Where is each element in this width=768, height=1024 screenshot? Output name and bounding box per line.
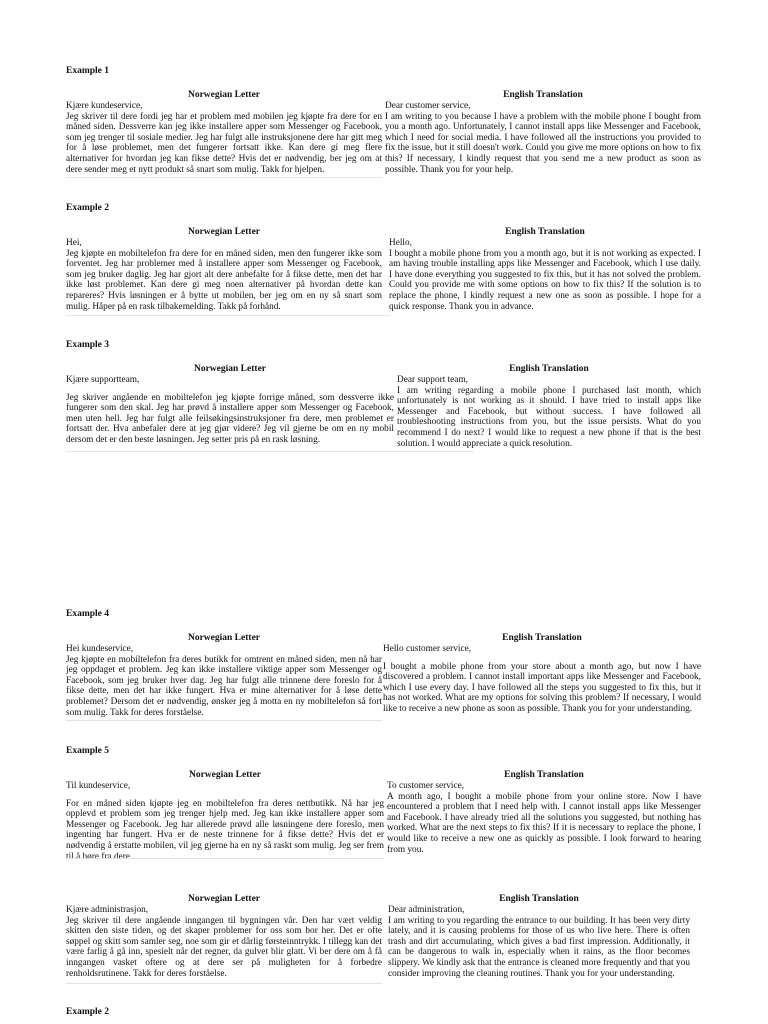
table-rule bbox=[66, 858, 384, 859]
norwegian-body: For en måned siden kjøpte jeg en mobiltelefon fra deres nettbutikk. Nå har jeg opplevd et problem som jeg trenger hjelp med. Jeg kan ikke installere apper som Messenger og Facebook. Jeg har allerede prøvd alle løsningene dere foreslo, men ingenting har fungert. Hva er de neste trinnene for å fikse dette? Hvis det er nødvendig å erstatte mobilen, vil jeg gjerne ha en ny så raskt som mulig. Jeg ser frem til å høre fra dere. bbox=[66, 798, 384, 862]
table-rule bbox=[66, 315, 390, 316]
norwegian-column bbox=[66, 226, 382, 312]
english-header: English Translation bbox=[499, 894, 579, 904]
norwegian-header: Norwegian Letter bbox=[187, 894, 260, 904]
norwegian-header: Norwegian Letter bbox=[193, 364, 266, 374]
english-column bbox=[385, 89, 701, 175]
norwegian-header: Norwegian Letter bbox=[187, 227, 260, 237]
english-column bbox=[397, 363, 701, 449]
norwegian-greeting: Hei kundeservice, bbox=[66, 644, 134, 654]
english-column bbox=[383, 632, 701, 715]
table-rule bbox=[66, 983, 382, 984]
english-greeting: Dear customer service, bbox=[385, 101, 471, 111]
norwegian-greeting: Hei, bbox=[66, 238, 82, 248]
english-greeting: Hello customer service, bbox=[383, 644, 472, 654]
example-label: Example 5 bbox=[66, 746, 110, 756]
norwegian-body: Jeg skriver angående en mobiltelefon jeg kjøpte forrige måned, som dessverre ikke fungerer som den skal. Jeg har prøvd å installere apper som Messenger og Facebook, men uten hell. Jeg har fulgt alle feilsøkingsinstruksjoner fra dere, men problemet er fortsatt der. Hva anbefaler dere at jeg gjør videre? Jeg vil gjerne be om en ny mobil dersom det er den beste løsningen. Jeg setter pris på en rask løsning. bbox=[66, 392, 394, 445]
english-body: I am writing to you because I have a problem with the mobile phone I bought from you a month ago. Unfortunately, I cannot install apps like Messenger and Facebook, which I need for social media. I have followed all the instructions you provided to fix the issue, but it still doesn't work. Could you give me more options on how to fix this? If necessary, I kindly request that you send me a new product as soon as possible. Thank you for your help. bbox=[385, 111, 701, 175]
english-body: I bought a mobile phone from you a month ago, but it is not working as expected. I am having trouble installing apps like Messenger and Facebook, which I use daily. I have done everything you suggested to fix this, but it has not solved the problem. Could you provide me with some options on how to fix this? If the solution is to replace the phone, I kindly request a new one as soon as possible. I hope for a quick response. Thank you in advance. bbox=[389, 248, 701, 312]
english-body: I bought a mobile phone from your store about a month ago, but now I have discovered a problem. I cannot install important apps like Messenger and Facebook, which I use every day. I have followed all the steps you suggested to fix this, but it has not worked. What are my options for solving this problem? If necessary, I would like to receive a new phone as soon as possible. Thank you for your understanding. bbox=[383, 661, 701, 714]
english-body: I am writing to you regarding the entrance to our building. It has been very dirty lately, and it is causing problems for those of us who live here. There is often trash and dirt accumulating, which gives a bad first impression. Additionally, it can be dangerous to walk in, especially when it rains, as the floor becomes slippery. We kindly ask that the entrance is cleaned more frequently and that you consider improving the cleaning routines. Thank you for your understanding. bbox=[388, 915, 690, 979]
english-header: English Translation bbox=[504, 770, 584, 780]
example-label: Example 3 bbox=[66, 340, 110, 350]
english-column bbox=[387, 769, 701, 855]
english-header: English Translation bbox=[503, 90, 583, 100]
norwegian-greeting: Kjære administrasjon, bbox=[66, 905, 149, 915]
english-greeting: Dear administration, bbox=[388, 905, 465, 915]
norwegian-header: Norwegian Letter bbox=[187, 633, 260, 643]
english-column bbox=[389, 226, 701, 312]
norwegian-header: Norwegian Letter bbox=[187, 90, 260, 100]
norwegian-header: Norwegian Letter bbox=[188, 770, 261, 780]
example-label: Example 2 bbox=[66, 1007, 110, 1017]
norwegian-greeting: Kjære supportteam, bbox=[66, 375, 140, 385]
norwegian-column bbox=[66, 89, 382, 175]
norwegian-body: Jeg kjøpte en mobiltelefon fra dere for en måned siden, men den fungerer ikke som forventet. Jeg har problemer med å installere apper som Messenger og Facebook, som jeg bruker daglig. Jeg har gjort alt dere anbefalte for å fikse dette, men det har ikke løst problemet. Kan dere gi meg noen alternativer på hvordan dette kan repareres? Hvis løsningen er å bytte ut mobilen, ber jeg om en ny så snart som mulig. Håper på en rask tilbakemelding. Takk på forhånd. bbox=[66, 248, 382, 312]
norwegian-column bbox=[66, 363, 394, 446]
example-label: Example 1 bbox=[66, 66, 110, 76]
english-header: English Translation bbox=[505, 227, 585, 237]
table-rule bbox=[66, 451, 474, 452]
english-column bbox=[388, 893, 690, 979]
table-rule bbox=[66, 177, 382, 178]
norwegian-greeting: Kjære kundeservice, bbox=[66, 101, 143, 111]
example-label: Example 4 bbox=[66, 609, 110, 619]
norwegian-body: Jeg kjøpte en mobiltelefon fra deres butikk for omtrent en måned siden, men nå har jeg oppdaget et problem. Jeg kan ikke installere viktige apper som Messenger og Facebook, som jeg bruker hver dag. Jeg har fulgt alle trinnene dere foreslo for å fikse dette, men det har ikke fungert. Hva er mine alternativer for å løse dette problemet? Dersom det er nødvendig, ønsker jeg å motta en ny mobiltelefon så fort som mulig. Takk for deres forståelse. bbox=[66, 654, 382, 718]
english-body: I am writing regarding a mobile phone I purchased last month, which unfortunately is not working as it should. I have tried to install apps like Messenger and Facebook, but without success. I have followed all troubleshooting instructions from you, but the issue persists. What do you recommend I do next? I would like to request a new phone if that is the best solution. I would appreciate a quick resolution. bbox=[397, 385, 701, 449]
english-header: English Translation bbox=[509, 364, 589, 374]
norwegian-column bbox=[66, 769, 384, 862]
english-header: English Translation bbox=[502, 633, 582, 643]
example-label: Example 2 bbox=[66, 203, 110, 213]
norwegian-column bbox=[66, 632, 382, 718]
english-greeting: Dear support team, bbox=[397, 375, 468, 385]
norwegian-greeting: Til kundeservice, bbox=[66, 781, 131, 791]
norwegian-body: Jeg skriver til dere angående inngangen til bygningen vår. Den har vært veldig skitten den siste tiden, og det skaper problemer for oss som bor her. Det er ofte søppel og skitt som samler seg, noe som gir et dårlig førsteinntrykk. I tillegg kan det være farlig å gå inn, spesielt når det regner, da gulvet blir glatt. Vi ber dere om å få inngangen vasket oftere og at dere ser på muligheten for å forbedre renholdsrutinene. Takk for deres forståelse. bbox=[66, 915, 382, 979]
english-greeting: Hello, bbox=[389, 238, 412, 248]
norwegian-column bbox=[66, 893, 382, 979]
english-body: A month ago, I bought a mobile phone from your online store. Now I have encountered a problem that I need help with. I cannot install apps like Messenger and Facebook. I have already tried all the solutions you suggested, but nothing has worked. What are the next steps to fix this? If it is necessary to replace the phone, I would like to receive a new one as quickly as possible. I look forward to hearing from you. bbox=[387, 791, 701, 855]
english-greeting: To customer service, bbox=[387, 781, 465, 791]
table-rule bbox=[66, 720, 382, 721]
norwegian-body: Jeg skriver til dere fordi jeg har et problem med mobilen jeg kjøpte fra dere for en måned siden. Dessverre kan jeg ikke installere apper som Messenger og Facebook, som jeg trenger til sosiale medier. Jeg har fulgt alle instruksjonene dere har gitt meg for å løse problemet, men det fungerer fortsatt ikke. Kan dere gi meg flere alternativer for hvordan jeg kan fikse dette? Hvis det er nødvendig, ber jeg om at dere sender meg et nytt produkt så snart som mulig. Takk for hjelpen. bbox=[66, 111, 382, 175]
